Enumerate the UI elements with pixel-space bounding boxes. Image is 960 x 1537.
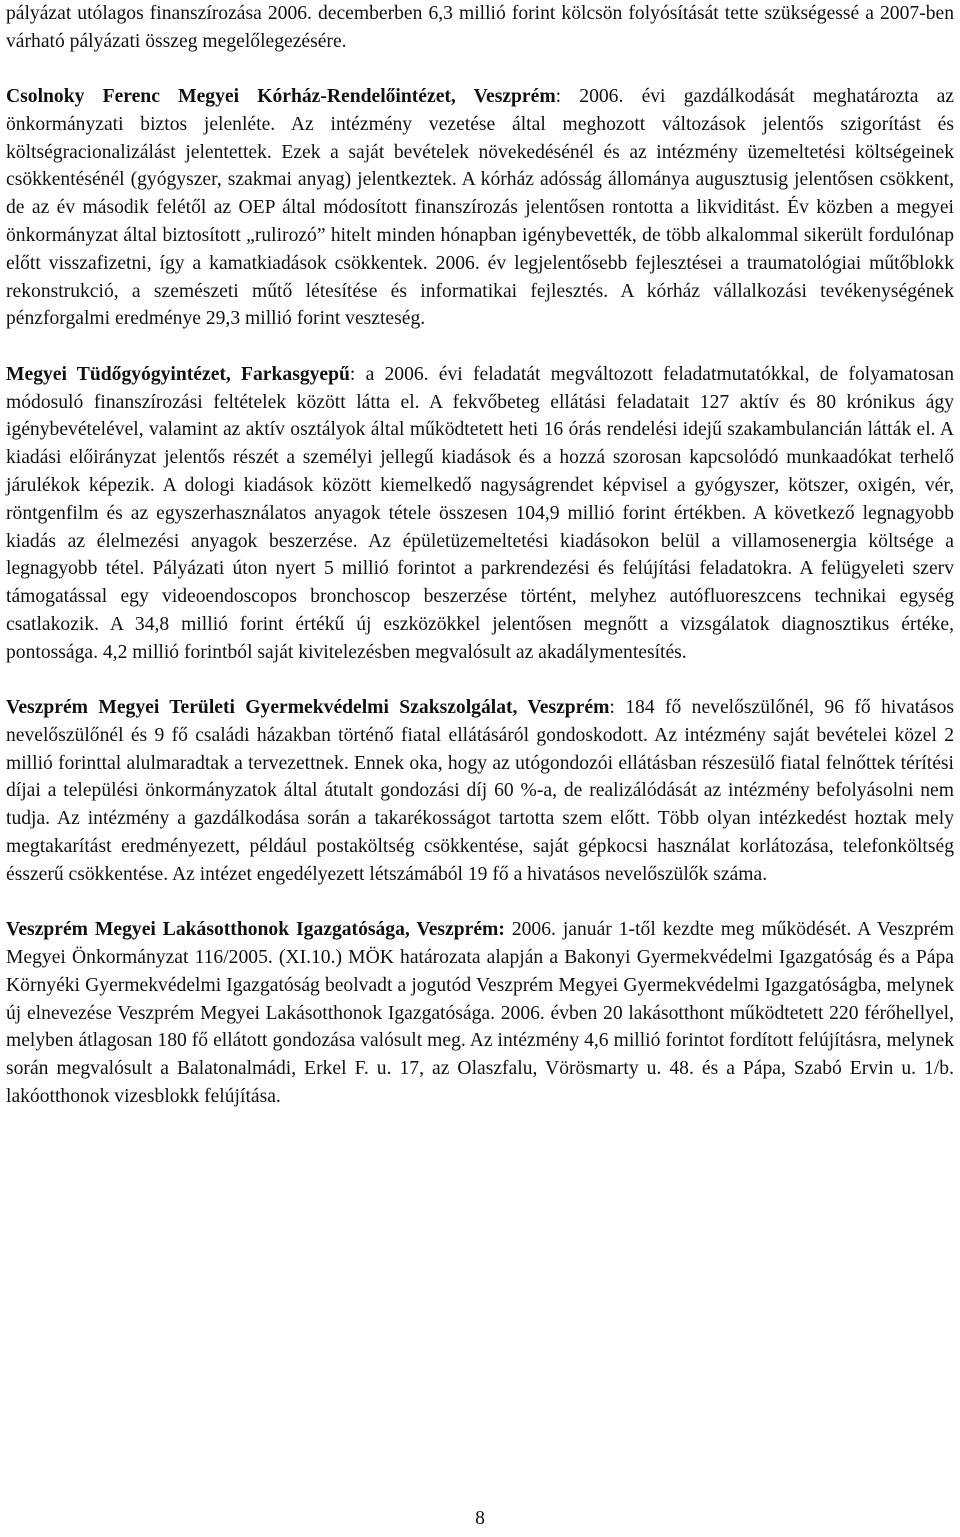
institution-title: Veszprém Megyei Területi Gyermekvédelmi Szakszolgálat, Veszprém (6, 697, 610, 719)
title-colon: : (609, 697, 615, 719)
institution-title: Veszprém Megyei Lakásotthonok Igazgatósága, Veszprém: (6, 919, 505, 941)
paragraph-body: 2006. január 1-től kezdte meg működését. A Veszprém Megyei Önkormányzat 116/2005. (XI.10.) MÖK határozata alapján a Bakonyi Gyermekvédelmi Igazgatóság és a Pápa Környéki Gyermekvédelmi Igazgatóság beolvadt a jogutód Veszprém Megyei Gyermekvédelmi Igazgatóságba, melynek új elnevezése Veszprém Megyei Lakásotthonok Igazgatósága. 2006. évben 20 lakásotthont működtetett 220 férőhellyel, melyben átlagosan 180 fő ellátott gondozása valósult meg. Az intézmény 4,6 millió forintot fordított felújításra, melynek során megvalósult a Balatonalmádi, Erkel F. u. 17, az Olaszfalu, Vörösmarty u. 48. és a Pápa, Szabó Ervin u. 1/b. lakóotthonok vizesblokk felújítása. (6, 919, 954, 1107)
paragraph-intro-continuation (6, 0, 954, 56)
paragraph-body: a 2006. évi feladatát megváltozott feladatmutatókkal, de folyamatosan módosuló finanszírozási feltételek között látta el. A fekvőbeteg ellátási feladatait 127 aktív és 80 krónikus ágy igénybevételével, valamint az aktív osztályok által működtetett heti 16 órás rendelési idejű szakambulancián látták el. A kiadási előirányzat jelentős részét a személyi jellegű kiadások és a hozzá szorosan kapcsolódó munkaadókat terhelő járulékok képezik. A dologi kiadások között kiemelkedő nagyságrendet képvisel a gyógyszer, kötszer, oxigén, vér, röntgenfilm és az egyszerhasználatos anyagok tétele összesen 104,9 millió forint értékben. A következő legnagyobb kiadás az élelmezési anyagok beszerzése. Az épületüzemeltetési kiadásokon belül a villamosenergia költsége a legnagyobb tétel. Pályázati úton nyert 5 millió forintot a parkrendezési és felújítási feladatokra. A felügyeleti szerv támogatással egy videoendoscopos bronchoscop beszerzése történt, melyhez autófluoreszcens technikai egység csatlakozik. A 34,8 millió forint értékű új eszközökkel jelentősen megnőtt a vizsgálatok diagnosztikus értéke, pontossága. 4,2 millió forintból saját kivitelezésben megvalósult az akadálymentesítés. (6, 363, 954, 663)
paragraph-body: 184 fő nevelőszülőnél, 96 fő hivatásos nevelőszülőnél és 9 fő családi házakban történő fiatal ellátásáról gondoskodott. Az intézmény saját bevételei közel 2 millió forinttal alulmaradtak a tervezettnek. Ennek oka, hogy az utógondozói ellátásban részesülő fiatal felnőttek térítési díjai a települési önkormányzatok által átutalt gondozási díj 60 %-a, de realizálódását az intézmény befolyásolni nem tudja. Az intézmény a gazdálkodása során a takarékosságot tartotta szem előtt. Több olyan intézkedést hoztak mely megtakarítást eredményezett, például postaköltség csökkentése, saját gépkocsi használat korlátozása, telefonköltség ésszerű csökkentése. Az intézet engedélyezett létszámából 19 fő a hivatásos nevelőszülők száma. (6, 697, 954, 885)
title-colon: : (349, 363, 356, 385)
institution-title: Megyei Tüdőgyógyintézet, Farkasgyepű (6, 363, 350, 385)
document-page (6, 0, 954, 1111)
paragraph-tudogyogyintezet (6, 361, 954, 667)
title-colon: : (555, 86, 562, 108)
paragraph-body: pályázat utólagos finanszírozása 2006. decemberben 6,3 millió forint kölcsön folyósítását tette szükségessé a 2007-ben várható pályázati összeg megelőlegezésére. (6, 3, 954, 52)
paragraph-lakasotthonok-igazgatosaga (6, 916, 954, 1111)
page-number: 8 (475, 1508, 485, 1529)
paragraph-body: 2006. évi gazdálkodását meghatározta az önkormányzati biztos jelenléte. Az intézmény vezetése által meghozott változások jelentős szigorítást és költségracionalizálást jelentettek. Ezek a saját bevételek növekedésénél és az intézmény üzemeltetési költségeinek csökkentésénél (gyógyszer, szakmai anyag) jelentkeztek. A kórház adósság állománya augusztusig jelentősen csökkent, de az év második felétől az OEP által módosított finanszírozás jelentősen rontotta a likviditást. Év közben a megyei önkormányzat által biztosított „rulirozó” hitelt minden hónapban igénybevették, de több alkalommal sikerült fordulónap előtt visszafizetni, így a kamatkiadások csökkentek. 2006. év legjelentősebb fejlesztései a traumatológiai műtőblokk rekonstrukció, a szemészeti műtő létesítése és informatikai fejlesztés. A kórház vállalkozási tevékenységének pénzforgalmi eredménye 29,3 millió forint veszteség. (6, 86, 954, 330)
paragraph-csolnoky-hospital (6, 83, 954, 333)
paragraph-gyermekvedelmi-szakszolgalat (6, 694, 954, 889)
institution-title: Csolnoky Ferenc Megyei Kórház-Rendelőintézet, Veszprém (6, 86, 556, 108)
